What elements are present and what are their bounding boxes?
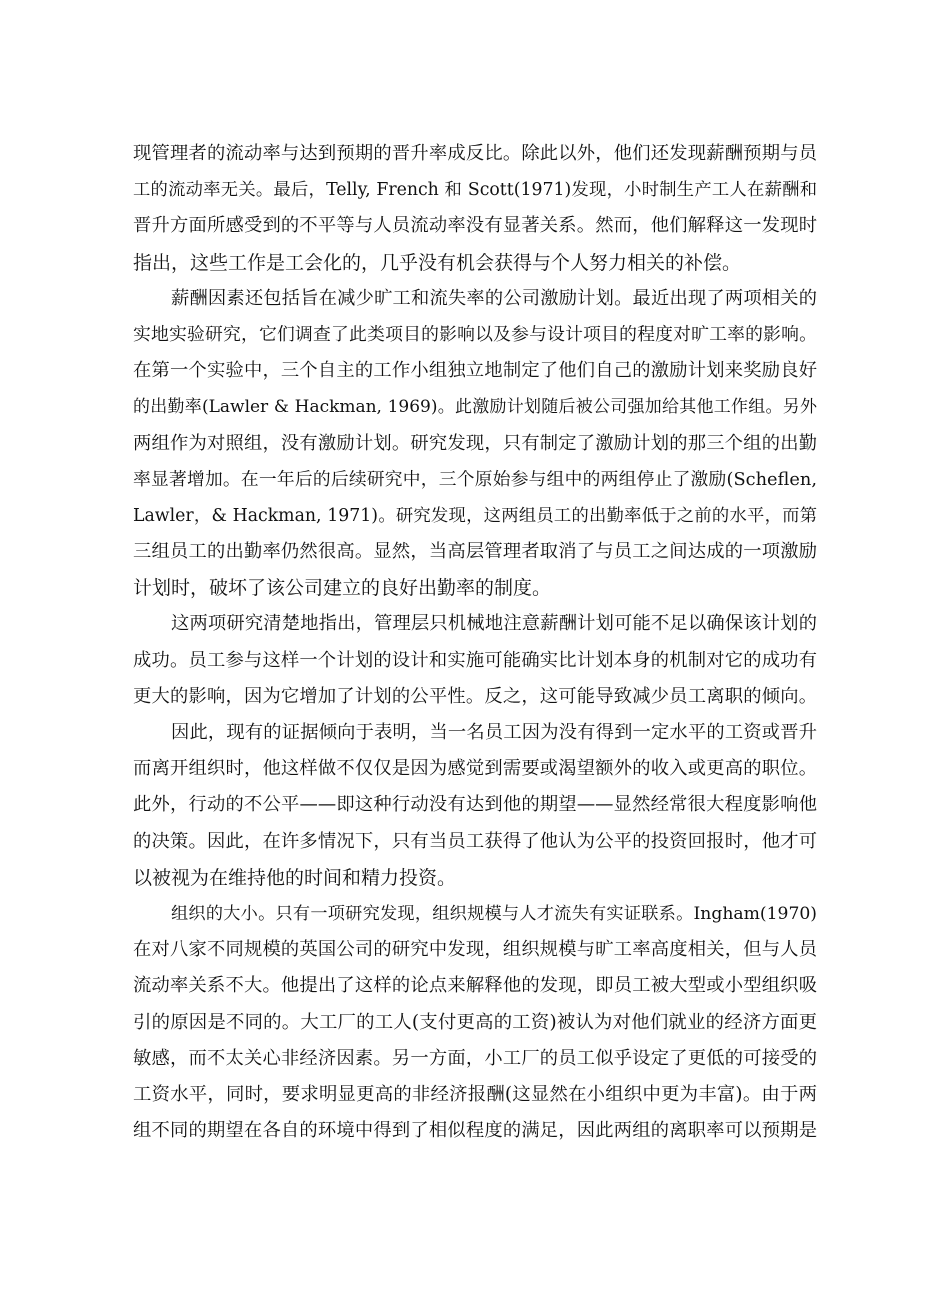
text-line: 成功。员工参与这样一个计划的设计和实施可能确实比计划本身的机制对它的成功有	[133, 649, 817, 671]
text-line: 工的流动率无关。最后，Telly, French 和 Scott(1971)发现，小时制生产工人在薪酬和	[133, 180, 817, 201]
text-line: 以被视为在维持他的时间和精力投资。	[133, 866, 457, 889]
text-line: 的决策。因此，在许多情况下，只有当员工获得了他认为公平的投资回报时，他才可	[133, 830, 817, 852]
text-line: 的出勤率(Lawler & Hackman, 1969)。此激励计划随后被公司强加给其他工作组。另外	[133, 397, 817, 418]
body-text	[133, 136, 817, 1149]
text-line: Lawler，& Hackman, 1971)。研究发现，这两组员工的出勤率低于之前的水平，而第	[133, 505, 817, 526]
text-line: 引的原因是不同的。大工厂的工人(支付更高的工资)被认为对他们就业的经济方面更	[133, 1011, 817, 1033]
text-line: 敏感，而不太关心非经济因素。另一方面，小工厂的员工似乎设定了更低的可接受的	[133, 1047, 817, 1069]
text-line: 现管理者的流动率与达到预期的晋升率成反比。除此以外，他们还发现薪酬预期与员	[133, 143, 817, 164]
text-line: 计划时，破坏了该公司建立的良好出勤率的制度。	[133, 577, 552, 600]
text-line: 此外，行动的不公平——即这种行动没有达到他的期望——显然经常很大程度影响他	[133, 794, 817, 816]
text-line: 而离开组织时，他这样做不仅仅是因为感觉到需要或渴望额外的收入或更高的职位。	[133, 758, 817, 780]
text-line: 两组作为对照组，没有激励计划。研究发现，只有制定了激励计划的那三个组的出勤	[133, 432, 817, 454]
text-line: 流动率关系不大。他提出了这样的论点来解释他的发现，即员工被大型或小型组织吸	[133, 975, 817, 997]
text-line: 实地实验研究，它们调查了此类项目的影响以及参与设计项目的程度对旷工率的影响。	[133, 323, 817, 345]
text-line: 组不同的期望在各自的环境中得到了相似程度的满足，因此两组的离职率可以预期是	[133, 1120, 817, 1142]
text-line: 晋升方面所感受到的不平等与人员流动率没有显著关系。然而，他们解释这一发现时	[133, 215, 817, 237]
text-line: 工资水平，同时，要求明显更高的非经济报酬(这显然在小组织中更为丰富)。由于两	[133, 1083, 817, 1105]
text-line: 率显著增加。在一年后的后续研究中，三个原始参与组中的两组停止了激励(Scheflen,	[133, 469, 817, 490]
text-line: 在对八家不同规模的英国公司的研究中发现，组织规模与旷工率高度相关，但与人员	[133, 939, 817, 961]
paragraph-first-line: 因此，现有的证据倾向于表明，当一名员工因为没有得到一定水平的工资或晋升	[171, 722, 817, 743]
text-line: 指出，这些工作是工会化的，几乎没有机会获得与个人努力相关的补偿。	[133, 251, 742, 274]
text-line: 三组员工的出勤率仍然很高。显然，当高层管理者取消了与员工之间达成的一项激励	[133, 541, 817, 563]
paragraph-first-line: 这两项研究清楚地指出，管理层只机械地注意薪酬计划可能不足以确保该计划的	[171, 613, 817, 635]
text-line: 在第一个实验中，三个自主的工作小组独立地制定了他们自己的激励计划来奖励良好	[133, 360, 817, 382]
text-line: 更大的影响，因为它增加了计划的公平性。反之，这可能导致减少员工离职的倾向。	[133, 685, 817, 707]
paragraph-first-line: 薪酬因素还包括旨在减少旷工和流失率的公司激励计划。最近出现了两项相关的	[171, 287, 817, 309]
paragraph-first-line: 组织的大小。只有一项研究发现，组织规模与人才流失有实证联系。Ingham(1970)	[171, 903, 817, 924]
